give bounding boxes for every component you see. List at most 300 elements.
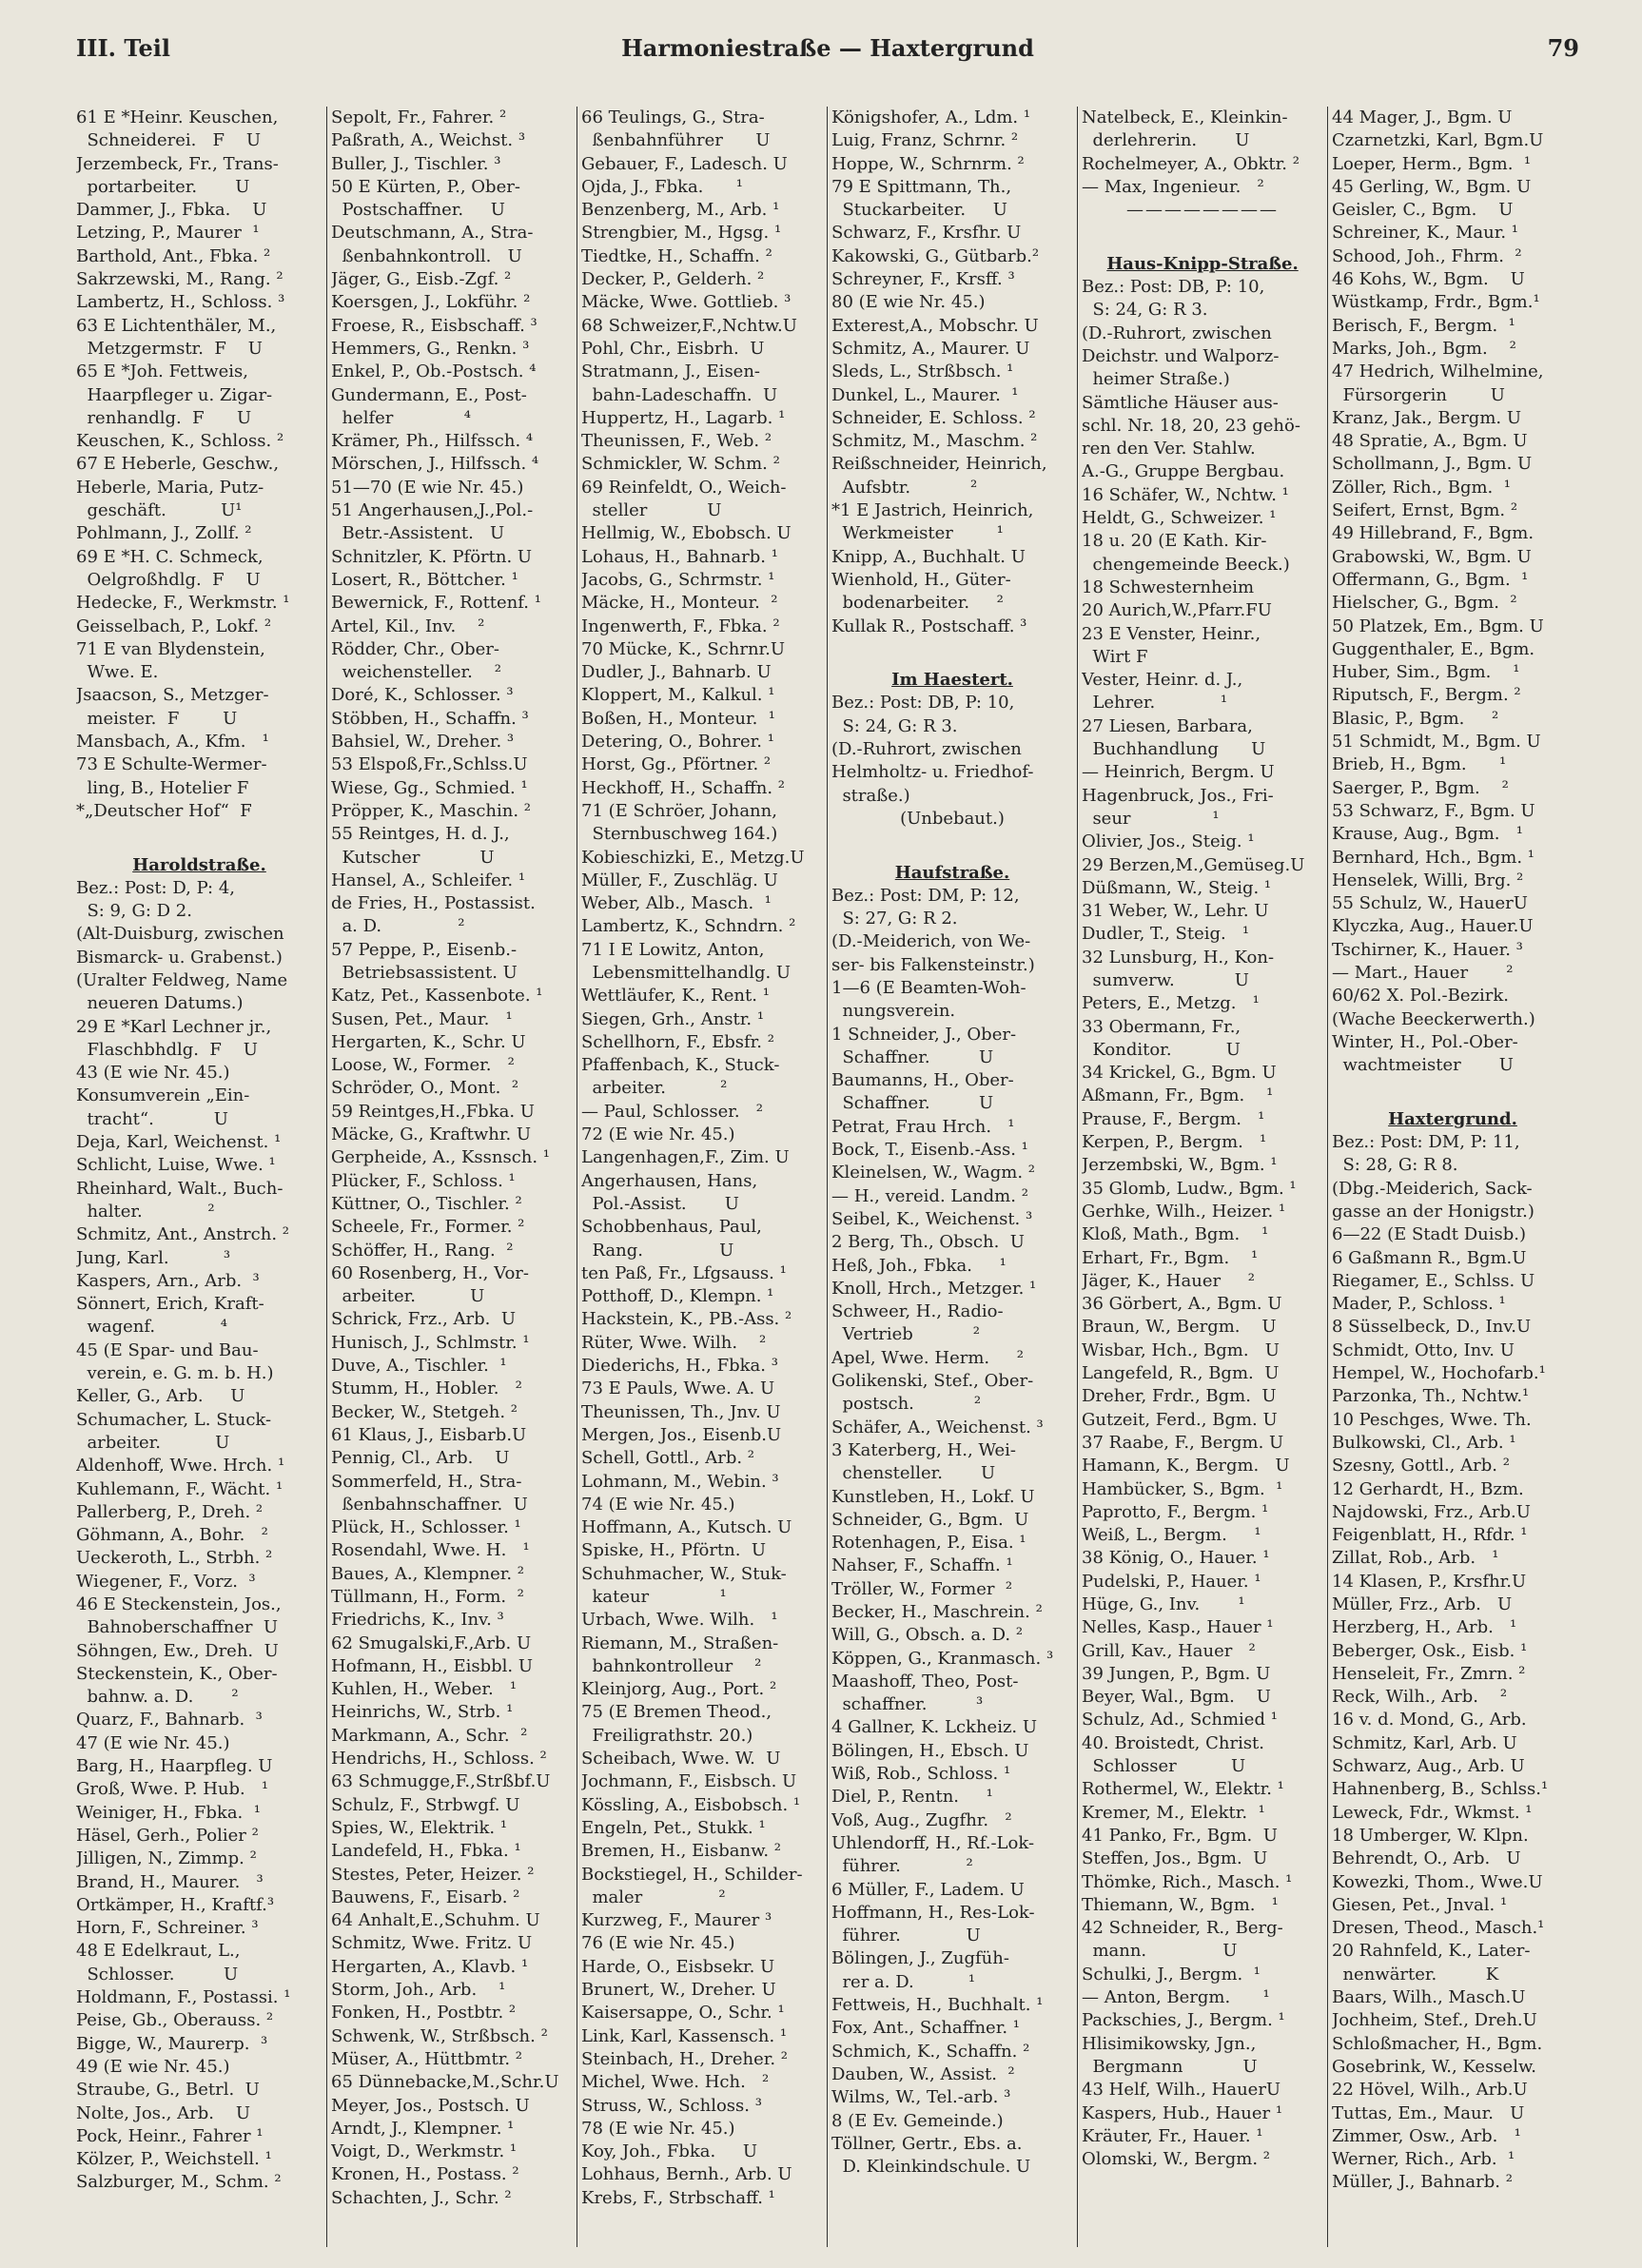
directory-entry: — Mart., Hauer ²: [1332, 962, 1514, 983]
directory-entry: Gerpheide, A., Kssnsch. ¹: [331, 1147, 551, 1168]
directory-entry: Henselek, Willi, Brg. ²: [1332, 870, 1524, 890]
directory-entry: Gebauer, F., Ladesch. U: [581, 153, 788, 174]
directory-entry: 55 Schulz, W., HauerU: [1332, 893, 1528, 914]
directory-entry: sumverw. U: [1082, 969, 1249, 990]
directory-entry: 14 Klasen, P., Krsfhr.U: [1332, 1571, 1527, 1592]
directory-entry: Freiligrathstr. 20.): [581, 1725, 753, 1746]
directory-entry: (Unbebaut.): [900, 808, 1005, 829]
directory-entry: 79 E Spittmann, Th.,: [831, 176, 1012, 197]
directory-entry: Michel, Wwe. Hch. ²: [581, 2072, 770, 2093]
directory-entry: Gundermann, E., Post-: [331, 384, 527, 405]
directory-entry: Bremen, H., Eisbanw. ²: [581, 1841, 782, 1862]
directory-entry: Sönnert, Erich, Kraft-: [76, 1294, 264, 1315]
directory-entry: Söhngen, Ew., Dreh. U: [76, 1640, 279, 1661]
directory-entry: rer a. D. ¹: [831, 1971, 976, 1992]
directory-entry: ling, B., Hotelier F: [76, 777, 249, 798]
directory-entry: Ortkämper, H., Kraftf.³: [76, 1894, 275, 1915]
directory-entry: Maashoff, Theo, Post-: [831, 1671, 1019, 1691]
directory-entry: S: 28, G: R 8.: [1332, 1155, 1458, 1176]
directory-entry: Huppertz, H., Lagarb. ¹: [581, 407, 786, 428]
directory-entry: Kleinjorg, Aug., Port. ²: [581, 1679, 777, 1700]
directory-entry: 12 Gerhardt, H., Bzm.: [1332, 1478, 1524, 1499]
directory-entry: Jäger, G., Eisb.-Zgf. ²: [331, 269, 512, 290]
directory-entry: 47 Hedrich, Wilhelmine,: [1332, 362, 1544, 382]
directory-entry: Schneider, G., Bgm. U: [831, 1509, 1029, 1530]
directory-entry: 80 (E wie Nr. 45.): [831, 292, 986, 313]
directory-entry: 40. Broistedt, Christ.: [1082, 1732, 1265, 1753]
directory-entry: Fonken, H., Postbtr. ²: [331, 2003, 517, 2024]
directory-entry: Landefeld, H., Fbka. ¹: [331, 1841, 521, 1862]
directory-entry: Gutzeit, Ferd., Bgm. U: [1082, 1409, 1278, 1430]
directory-entry: weichensteller. ²: [331, 662, 501, 683]
directory-entry: Berisch, F., Bergm. ¹: [1332, 315, 1515, 336]
directory-entry: Loose, W., Former. ²: [331, 1055, 515, 1076]
directory-entry: 63 Schmugge,F.,Strßbf.U: [331, 1771, 551, 1792]
directory-entry: Riemann, M., Straßen-: [581, 1633, 779, 1653]
directory-entry: Behrendt, O., Arb. U: [1332, 1848, 1521, 1869]
directory-entry: Lohaus, H., Bahnarb. ¹: [581, 546, 778, 567]
directory-entry: Hendrichs, H., Schloss. ²: [331, 1749, 547, 1769]
directory-entry: Gosebrink, W., Kesselw.: [1332, 2056, 1536, 2077]
directory-entry: Apel, Wwe. Herm. ²: [831, 1347, 1024, 1368]
directory-entry: Rheinhard, Walt., Buch-: [76, 1178, 283, 1199]
directory-entry: A.-G., Gruppe Bergbau.: [1082, 461, 1285, 482]
directory-entry: Straube, G., Betrl. U: [76, 2080, 260, 2101]
directory-entry: Stumm, H., Hobler. ²: [331, 1378, 522, 1399]
street-heading: Haxtergrund.: [1388, 1108, 1517, 1129]
directory-entry: Hoffmann, H., Res-Lok-: [831, 1902, 1035, 1923]
directory-entry: Riputsch, F., Bergm. ²: [1332, 685, 1521, 706]
directory-entry: Töllner, Gertr., Ebs. a.: [831, 2133, 1023, 2154]
directory-entry: Schellhorn, F., Ebsfr. ²: [581, 1031, 774, 1052]
directory-entry: Wiegener, F., Vorz. ³: [76, 1571, 256, 1592]
directory-entry: Küttner, O., Tischler. ²: [331, 1193, 522, 1214]
directory-entry: Schollmann, J., Bgm. U: [1332, 454, 1533, 475]
directory-entry: Lohhaus, Bernh., Arb. U: [581, 2164, 792, 2185]
directory-entry: nenwärter. K: [1332, 1964, 1499, 1984]
directory-entry: Duve, A., Tischler. ¹: [331, 1356, 507, 1377]
directory-entry: Deja, Karl, Weichenst. ¹: [76, 1132, 282, 1153]
directory-entry: S: 24, G: R 3.: [831, 715, 958, 736]
directory-entry: [1332, 1077, 1574, 1100]
directory-entry: Wettläufer, K., Rent. ¹: [581, 986, 770, 1007]
directory-entry: — H., vereid. Landm. ²: [831, 1185, 1028, 1206]
directory-entry: 61 Klaus, J., Eisbarb.U: [331, 1424, 527, 1445]
directory-entry: Urbach, Wwe. Wilh. ¹: [581, 1610, 778, 1631]
directory-entry: 46 Kohs, W., Bgm. U: [1332, 269, 1525, 290]
directory-entry: halter. ²: [76, 1201, 215, 1222]
directory-entry: Schmitz, A., Maurer. U: [831, 338, 1030, 359]
directory-entry: 8 (E Ev. Gemeinde.): [831, 2110, 1004, 2131]
directory-entry: Schrick, Frz., Arb. U: [331, 1309, 517, 1330]
directory-entry: Klyczka, Aug., Hauer.U: [1332, 916, 1534, 937]
directory-entry: Schmitz, Karl, Arb. U: [1332, 1732, 1517, 1753]
directory-entry: Köppen, G., Kranmasch. ³: [831, 1648, 1054, 1669]
directory-entry: Schröder, O., Mont. ²: [331, 1078, 519, 1099]
directory-entry: Braun, W., Bergm. U: [1082, 1317, 1277, 1338]
directory-entry: Schreyner, F., Krsff. ³: [831, 269, 1015, 290]
directory-entry: 70 Mücke, K., Schrnr.U: [581, 638, 786, 659]
directory-entry: Schneider, E. Schloss. ²: [831, 407, 1036, 428]
directory-entry: Zimmer, Osw., Arb. ¹: [1332, 2125, 1521, 2146]
directory-entry: Strengbier, M., Hgsg. ¹: [581, 223, 782, 244]
directory-entry: *„Deutscher Hof“ F: [76, 800, 252, 821]
directory-entry: 48 E Edelkraut, L.,: [76, 1941, 241, 1962]
directory-entry: Seibel, K., Weichenst. ³: [831, 1208, 1033, 1229]
directory-entry: Buchhandlung U: [1082, 739, 1266, 760]
directory-entry: Herzberg, H., Arb. ¹: [1332, 1617, 1517, 1638]
directory-entry: seur ¹: [1082, 808, 1220, 829]
directory-entry: 31 Weber, W., Lehr. U: [1082, 901, 1269, 922]
directory-entry: Kaspers, Arn., Arb. ³: [76, 1270, 260, 1291]
directory-entry: Dudler, J., Bahnarb. U: [581, 662, 772, 683]
directory-entry: Bockstiegel, H., Schilder-: [581, 1864, 803, 1885]
directory-entry: Mäcke, H., Monteur. ²: [581, 593, 778, 614]
directory-entry: 20 Aurich,W.,Pfarr.FU: [1082, 600, 1272, 621]
directory-entry: 2 Berg, Th., Obsch. U: [831, 1232, 1025, 1253]
directory-entry: Zillat, Rob., Arb. ¹: [1332, 1548, 1499, 1569]
directory-entry: 44 Mager, J., Bgm. U: [1332, 108, 1513, 127]
directory-entry: Pennig, Cl., Arb. U: [331, 1448, 510, 1469]
directory-entry: Wirt F: [1082, 646, 1148, 667]
directory-entry: Prause, F., Bergm. ¹: [1082, 1108, 1265, 1129]
directory-entry: Mergen, Jos., Eisenb.U: [581, 1424, 782, 1445]
directory-entry: Müller, Frz., Arb. U: [1332, 1594, 1513, 1614]
directory-entry: Szesny, Gottl., Arb. ²: [1332, 1456, 1510, 1476]
directory-entry: Koy, Joh., Fbka. U: [581, 2141, 757, 2162]
directory-entry: Stuckarbeiter. U: [831, 200, 1007, 221]
directory-entry: Voigt, D., Werkmstr. ¹: [331, 2141, 518, 2162]
directory-entry: meister. F U: [76, 708, 238, 729]
directory-entry: Thömke, Rich., Masch. ¹: [1082, 1871, 1293, 1892]
directory-entry: schl. Nr. 18, 20, 23 gehö-: [1082, 415, 1300, 436]
directory-entry: Grabowski, W., Bgm. U: [1332, 546, 1532, 567]
directory-entry: Wilms, W., Tel.-arb. ³: [831, 2087, 1011, 2108]
directory-entry: Lambertz, K., Schndrn. ²: [581, 916, 796, 937]
directory-entry: 39 Jungen, P., Bgm. U: [1082, 1663, 1271, 1684]
directory-entry: (D.-Ruhrort, zwischen: [831, 739, 1022, 760]
directory-entry: Knoll, Hrch., Metzger. ¹: [831, 1278, 1037, 1299]
directory-entry: Czarnetzki, Karl, Bgm.U: [1332, 130, 1544, 151]
directory-entry: Letzing, P., Maurer ¹: [76, 223, 260, 244]
directory-entry: 62 Smugalski,F.,Arb. U: [331, 1633, 532, 1653]
directory-entry: 1 Schneider, J., Ober-: [831, 1024, 1017, 1045]
directory-entry: 41 Panko, Fr., Bgm. U: [1082, 1825, 1278, 1846]
directory-entry: Theunissen, F., Web. ²: [581, 431, 772, 452]
directory-entry: Hergarten, A., Klavb. ¹: [331, 1956, 529, 1977]
directory-entry: 51 Angerhausen,J.,Pol.-: [331, 500, 534, 521]
directory-entry: Bernhard, Hch., Bgm. ¹: [1332, 847, 1534, 868]
directory-entry: Stratmann, J., Eisen-: [581, 362, 761, 382]
directory-entry: Schmidt, Otto, Inv. U: [1332, 1339, 1515, 1360]
directory-entry: Hlisimikowsky, Jgn.,: [1082, 2033, 1257, 2054]
directory-entry: Schlosser. U: [76, 1964, 239, 1984]
street-heading: Haroldstraße.: [132, 854, 266, 875]
directory-entry: Hoppe, W., Schrnrm. ²: [831, 153, 1025, 174]
directory-entry: arbeiter. ²: [581, 1078, 728, 1099]
directory-entry: Aufsbtr. ²: [831, 477, 978, 498]
directory-entry: Benzenberg, M., Arb. ¹: [581, 200, 780, 221]
directory-entry: Konditor. U: [1082, 1039, 1241, 1060]
directory-entry: 33 Obermann, Fr.,: [1082, 1016, 1241, 1037]
directory-entry: Werkmeister ¹: [831, 523, 1004, 544]
directory-entry: Bulkowski, Cl., Arb. ¹: [1332, 1432, 1516, 1453]
directory-entry: Metzgermstr. F U: [76, 338, 263, 359]
directory-entry: Schöffer, H., Rang. ²: [331, 1240, 514, 1261]
directory-entry: (D.-Meiderich, von We-: [831, 931, 1031, 952]
directory-entry: Hahnenberg, B., Schlss.¹: [1332, 1779, 1549, 1800]
directory-entry: Theunissen, Th., Jnv. U: [581, 1401, 781, 1422]
directory-entry: Link, Karl, Kassensch. ¹: [581, 2025, 788, 2046]
directory-entry: Tiedtke, H., Schaffn. ²: [581, 245, 772, 266]
directory-entry: Holdmann, F., Postassi. ¹: [76, 1987, 291, 2008]
directory-entry: renhandlg. F U: [76, 407, 252, 428]
directory-entry: 18 Umberger, W. Klpn.: [1332, 1825, 1529, 1846]
directory-entry: Petrat, Frau Hrch. ¹: [831, 1116, 1015, 1137]
directory-entry: Pol.-Assist. U: [581, 1193, 739, 1214]
directory-entry: Betr.-Assistent. U: [331, 523, 505, 544]
directory-entry: Konsumverein „Ein-: [76, 1085, 250, 1106]
directory-entry: Schäfer, A., Weichenst. ³: [831, 1417, 1044, 1437]
directory-entry: Hellmig, W., Ebobsch. U: [581, 523, 792, 544]
directory-entry: Scheibach, Wwe. W. U: [581, 1749, 781, 1769]
directory-entry: Fettweis, H., Buchhalt. ¹: [831, 1995, 1044, 2016]
directory-entry: Luig, Franz, Schrnr. ²: [831, 130, 1019, 151]
directory-entry: Lohmann, M., Webin. ³: [581, 1471, 779, 1492]
directory-entry: wachtmeister U: [1332, 1055, 1514, 1076]
directory-entry: straße.): [831, 785, 910, 806]
directory-entry: Voß, Aug., Zugfhr. ²: [831, 1809, 1012, 1830]
directory-entry: Schulz, Ad., Schmied ¹: [1082, 1710, 1278, 1730]
directory-entry: Dreher, Frdr., Bgm. U: [1082, 1386, 1277, 1407]
directory-entry: Will, G., Obsch. a. D. ²: [831, 1625, 1024, 1646]
directory-entry: Pallerberg, P., Dreh. ²: [76, 1501, 264, 1522]
directory-entry: Langefeld, R., Bgm. U: [1082, 1363, 1280, 1384]
directory-entry: Rotenhagen, P., Eisa. ¹: [831, 1533, 1026, 1554]
directory-entry: Haarpfleger u. Zigar-: [76, 384, 273, 405]
directory-entry: Deichstr. und Walporz-: [1082, 345, 1280, 366]
directory-entry: — Heinrich, Bergm. U: [1082, 762, 1275, 783]
directory-entry: Beberger, Osk., Eisb. ¹: [1332, 1640, 1528, 1661]
directory-entry: 53 Schwarz, F., Bgm. U: [1332, 800, 1535, 821]
directory-entry: 64 Anhalt,E.,Schuhm. U: [331, 1910, 540, 1931]
directory-entry: Postschaffner. U: [331, 200, 505, 221]
directory-entry: Hergarten, K., Schr. U: [331, 1031, 526, 1052]
directory-entry: Helmholtz- u. Friedhof-: [831, 762, 1034, 783]
directory-entry: Schlosser U: [1082, 1756, 1246, 1777]
directory-entry: Erhart, Fr., Bgm. ¹: [1082, 1247, 1259, 1268]
directory-entry: Göhmann, A., Bohr. ²: [76, 1525, 268, 1546]
page-header: [76, 27, 1579, 68]
directory-entry: Leweck, Fdr., Wkmst. ¹: [1332, 1802, 1533, 1823]
directory-entry: 45 (E Spar- und Bau-: [76, 1339, 259, 1360]
directory-entry: ßenbahnschaffner. U: [331, 1494, 528, 1515]
directory-entry: Arndt, J., Klempner. ¹: [331, 2118, 515, 2139]
directory-entry: Langenhagen,F., Zim. U: [581, 1147, 790, 1168]
directory-entry: — Paul, Schlosser. ²: [581, 1101, 764, 1122]
directory-entry: 4 Gallner, K. Lckheiz. U: [831, 1717, 1038, 1738]
column-4: [827, 107, 1077, 2247]
directory-entry: 27 Liesen, Barbara,: [1082, 715, 1253, 736]
directory-entry: Pohlmann, J., Zollf. ²: [76, 523, 252, 544]
directory-entry: Rüter, Wwe. Wilh. ²: [581, 1332, 767, 1353]
directory-entry: Potthoff, D., Klempn. ¹: [581, 1286, 774, 1307]
directory-entry: Plücker, F., Schloss. ¹: [331, 1170, 516, 1191]
directory-entry: Bez.: Post: DM, P: 11,: [1332, 1132, 1520, 1153]
directory-entry: Peters, E., Metzg. ¹: [1082, 993, 1260, 1014]
directory-entry: Decker, P., Gelderh. ²: [581, 269, 765, 290]
directory-entry: 72 (E wie Nr. 45.): [581, 1124, 735, 1145]
directory-entry: Parzonka, Th., Nchtw.¹: [1332, 1386, 1530, 1407]
directory-entry: 55 Reintges, H. d. J.,: [331, 824, 510, 845]
directory-entry: Offermann, G., Bgm. ¹: [1332, 569, 1529, 590]
directory-entry: 50 Platzek, Em., Bgm. U: [1332, 616, 1544, 636]
directory-entry: de Fries, H., Postassist.: [331, 893, 536, 914]
directory-entry: Schulz, F., Strbwgf. U: [331, 1794, 520, 1815]
directory-entry: Koersgen, J., Lokführ. ²: [331, 292, 531, 313]
directory-entry: Rang. U: [581, 1240, 734, 1261]
directory-entry: geschäft. U¹: [76, 500, 243, 521]
directory-entry: 76 (E wie Nr. 45.): [581, 1933, 735, 1954]
directory-entry: — Anton, Bergm. ¹: [1082, 1987, 1270, 2008]
directory-entry: Jung, Karl. ³: [76, 1247, 231, 1268]
directory-entry: Steffen, Jos., Bgm. U: [1082, 1848, 1268, 1869]
directory-entry: 71 I E Lowitz, Anton,: [581, 939, 765, 960]
directory-entry: wagenf. ⁴: [76, 1317, 227, 1338]
directory-entry: Nolte, Jos., Arb. U: [76, 2102, 251, 2123]
directory-entry: bahnw. a. D. ²: [76, 1687, 239, 1708]
directory-entry: Zöller, Rich., Bgm. ¹: [1332, 477, 1511, 498]
directory-entry: *1 E Jastrich, Heinrich,: [831, 500, 1034, 521]
directory-entry: 1—6 (E Beamten-Woh-: [831, 977, 1026, 998]
directory-entry: 61 E *Heinr. Keuschen,: [76, 108, 279, 127]
directory-entry: Rödder, Chr., Ober-: [331, 638, 499, 659]
directory-entry: Pröpper, K., Maschin. ²: [331, 800, 532, 821]
directory-entry: Oelgroßhdlg. F U: [76, 569, 261, 590]
directory-entry: Bahnoberschaffner U: [76, 1617, 279, 1638]
directory-entry: 18 Schwesternheim: [1082, 577, 1255, 597]
directory-entry: Paprotto, F., Bergm. ¹: [1082, 1501, 1269, 1522]
directory-entry: 45 Gerling, W., Bgm. U: [1332, 176, 1532, 197]
directory-entry: 42 Schneider, R., Berg-: [1082, 1918, 1283, 1939]
directory-entry: Dunkel, L., Maurer. ¹: [831, 384, 1019, 405]
directory-entry: gasse an der Honigstr.): [1332, 1201, 1534, 1222]
page-number: 79: [1547, 34, 1579, 62]
directory-entry: 43 (E wie Nr. 45.): [76, 1063, 230, 1084]
directory-entry: a. D. ²: [331, 916, 465, 937]
directory-entry: Bez.: Post: D, P: 4,: [76, 877, 236, 898]
directory-entry: [1082, 222, 1323, 244]
street-heading: Haufstraße.: [894, 862, 1010, 883]
directory-entry: Thiemann, W., Bgm. ¹: [1082, 1894, 1279, 1915]
directory-entry: (Wache Beeckerwerth.): [1332, 1008, 1535, 1029]
directory-entry: Guggenthaler, E., Bgm.: [1332, 638, 1535, 659]
directory-entry: Fürsorgerin U: [1332, 384, 1505, 405]
directory-entry: Kloß, Math., Bgm. ¹: [1082, 1224, 1269, 1245]
directory-entry: Schood, Joh., Fhrm. ²: [1332, 245, 1522, 266]
directory-entry: Barthold, Ant., Fbka. ²: [76, 245, 271, 266]
directory-entry: Rothermel, W., Elektr. ¹: [1082, 1779, 1284, 1800]
directory-entry: Meyer, Jos., Postsch. U: [331, 2095, 530, 2116]
directory-entry: Scheele, Fr., Former. ²: [331, 1217, 525, 1238]
directory-entry: bahn-Ladeschaffn. U: [581, 384, 778, 405]
directory-entry: Nahser, F., Schaffn. ¹: [831, 1555, 1013, 1576]
directory-entry: Barg, H., Haarpfleg. U: [76, 1756, 273, 1777]
directory-entry: Golikenski, Stef., Ober-: [831, 1371, 1034, 1392]
directory-entry: 47 (E wie Nr. 45.): [76, 1732, 230, 1753]
directory-entry: Steckenstein, K., Ober-: [76, 1663, 278, 1684]
directory-entry: Ueckeroth, L., Strbh. ²: [76, 1548, 273, 1569]
directory-entry: derlehrerin. U: [1082, 130, 1250, 151]
directory-entry: 69 E *H. C. Schmeck,: [76, 546, 264, 567]
directory-entry: Bez.: Post: DB, P: 10,: [831, 693, 1015, 714]
directory-entry: Schaffner. U: [831, 1093, 994, 1114]
directory-entry: Brand, H., Maurer. ³: [76, 1871, 264, 1892]
directory-entry: [831, 831, 1073, 853]
directory-entry: Krause, Aug., Bgm. ¹: [1332, 824, 1523, 845]
directory-entry: Kunstleben, H., Lokf. U: [831, 1486, 1035, 1507]
directory-entry: Feigenblatt, H., Rfdr. ¹: [1332, 1525, 1528, 1546]
directory-entry: 66 Teulings, G., Stra-: [581, 108, 765, 127]
directory-entry: Fox, Ant., Schaffner. ¹: [831, 2018, 1020, 2039]
directory-entry: 46 E Steckenstein, Jos.,: [76, 1594, 282, 1614]
directory-entry: verein, e. G. m. b. H.): [76, 1363, 274, 1384]
directory-entry: 73 E Pauls, Wwe. A. U: [581, 1378, 775, 1399]
directory-entry: Dresen, Theod., Masch.¹: [1332, 1918, 1545, 1939]
directory-entry: Kaisersappe, O., Schr. ¹: [581, 2003, 785, 2024]
directory-entry: Bölingen, J., Zugfüh-: [831, 1948, 1009, 1969]
directory-entry: S: 24, G: R 3.: [1082, 300, 1208, 321]
directory-entry: Kaspers, Hub., Hauer ¹: [1082, 2102, 1283, 2123]
directory-entry: Bergmann U: [1082, 2056, 1258, 2077]
directory-entry: Deutschmann, A., Stra-: [331, 223, 534, 244]
directory-entry: Steinbach, H., Dreher. ²: [581, 2048, 789, 2069]
directory-entry: Enkel, P., Ob.-Postsch. ⁴: [331, 362, 537, 382]
directory-entry: Pock, Heinr., Fahrer ¹: [76, 2125, 264, 2146]
directory-entry: Wiese, Gg., Schmied. ¹: [331, 777, 528, 798]
directory-entry: Storm, Joh., Arb. ¹: [331, 1980, 506, 2001]
directory-entry: Angerhausen, Hans,: [581, 1170, 758, 1191]
directory-entry: Kremer, M., Elektr. ¹: [1082, 1802, 1265, 1823]
directory-entry: Keller, G., Arb. U: [76, 1386, 245, 1407]
directory-entry: 51—70 (E wie Nr. 45.): [331, 477, 524, 498]
directory-entry: (Uralter Feldweg, Name: [76, 969, 288, 990]
directory-entry: Schneiderei. F U: [76, 130, 262, 151]
directory-entry: ßenbahnkontroll. U: [331, 245, 522, 266]
directory-entry: Mörschen, J., Hilfssch. ⁴: [331, 454, 539, 475]
directory-entry: neueren Datums.): [76, 993, 244, 1014]
directory-entry: Bauwens, F., Eisarb. ²: [331, 1887, 520, 1907]
directory-entry: Boßen, H., Monteur. ¹: [581, 708, 775, 729]
directory-entry: 6—22 (E Stadt Duisb.): [1332, 1224, 1527, 1245]
directory-entry: Jäger, K., Hauer ²: [1082, 1270, 1255, 1291]
directory-entry: Hoffmann, A., Kutsch. U: [581, 1517, 792, 1538]
directory-entry: S: 27, G: R 2.: [831, 909, 958, 929]
directory-entry: führer. U: [831, 1926, 981, 1946]
directory-entry: ren den Ver. Stahlw.: [1082, 439, 1256, 459]
directory-entry: Brieb, H., Bgm. ¹: [1332, 754, 1507, 775]
directory-entry: Dammer, J., Fbka. U: [76, 200, 267, 221]
directory-entry: Schulki, J., Bergm. ¹: [1082, 1964, 1261, 1984]
directory-entry: Hedecke, F., Werkmstr. ¹: [76, 593, 290, 614]
directory-entry: Schmickler, W. Schm. ²: [581, 454, 780, 475]
directory-entry: Diel, P., Rentn. ¹: [831, 1787, 993, 1808]
directory-entry: Bez.: Post: DM, P: 12,: [831, 885, 1020, 906]
directory-entry: Hemmers, G., Renkn. ³: [331, 338, 530, 359]
directory-entry: portarbeiter. U: [76, 176, 250, 197]
directory-entry: Markmann, A., Schr. ²: [331, 1725, 528, 1746]
directory-entry: 20 Rahnfeld, K., Later-: [1332, 1941, 1531, 1962]
